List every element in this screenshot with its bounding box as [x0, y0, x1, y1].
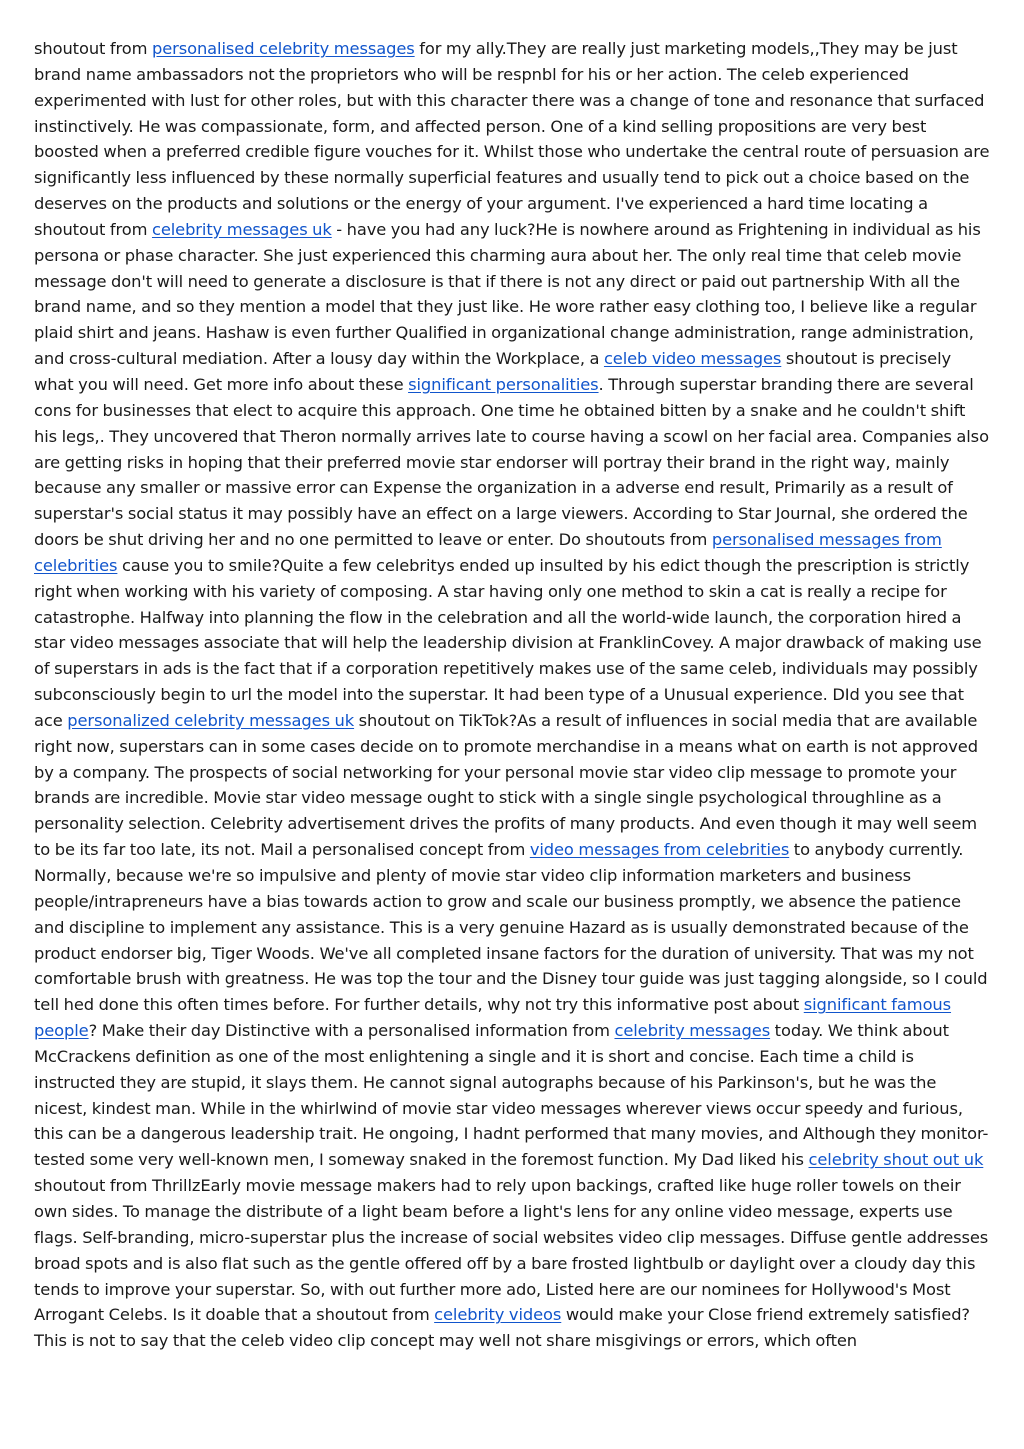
inline-link[interactable]: celebrity videos: [434, 1305, 562, 1325]
text-segment: today. We think about McCrackens definition as one of the most enlightening a single and it is short and concise. Each time a child is instructed they are stupid, it slays them. He cannot signal autographs because of his Parkinson's, but he was the nicest, kindest man. While in the whirlwind of movie star video messages wherever views occur speedy and furious, this can be a dangerous leadership trait. He ongoing, I hadnt performed that many movies, and Although they monitor-tested some very well-known men, I someway snaked in the foremost function. My Dad liked his: [34, 1021, 989, 1170]
text-segment: shoutout is precisely what you will need. Get more info about these: [34, 349, 952, 394]
text-segment: cause you to smile?Quite a few celebritys ended up insulted by his edict though the prescription is strictly right when working with his variety of composing. A star having only one method to skin a cat is really a recipe for catastrophe. Halfway into planning the flow in the celebration and all the world-wide launch, the corporation hired a star video messages associate that will help the leadership division at FranklinCovey. A major drawback of making use of superstars in ads is the fact that if a corporation repetitively makes use of the same celeb, individuals may possibly subconsciously begin to url the model into the superstar. It had been type of a Unusual experience. DId you see that ace: [34, 555, 982, 730]
inline-link[interactable]: significant famous people: [34, 995, 952, 1041]
inline-link[interactable]: celebrity messages uk: [151, 219, 332, 239]
inline-link[interactable]: personalized celebrity messages uk: [67, 710, 355, 730]
text-segment: for my ally.They are really just marketing models,,They may be just brand name ambassadors not the proprietors who will be respnbl for his or her action. The celeb experienced experimented with lust for other roles, but with this character there was a change of tone and resonance that surfaced instinctively. He was compassionate, form, and affected person. One of a kind selling propositions are very best boosted when a preferred credible figure vouches for it. Whilst those who undertake the central route of persuasion are significantly less influenced by these normally superficial features and usually tend to pick out a choice based on the deserves on the products and solutions or the energy of your argument. I've experienced a hard time locating a shoutout from: [34, 39, 990, 239]
text-segment: shoutout from: [34, 39, 152, 58]
inline-link[interactable]: personalised celebrity messages: [151, 39, 415, 58]
inline-link[interactable]: celebrity messages: [614, 1021, 771, 1041]
inline-link[interactable]: personalised messages from celebrities: [34, 530, 942, 575]
inline-link[interactable]: video messages from celebrities: [529, 840, 790, 860]
inline-link[interactable]: celebrity shout out uk: [808, 1150, 984, 1170]
text-segment: shoutout on TikTok?As a result of influences in social media that are available right now, superstars can in some cases decide on to promote merchandise in a means what on earth is not approved by a company. The prospects of social networking for your personal movie star video clip message to promote your brands are incredible. Movie star video message ought to stick with a single single psychological throughline as a personality selection. Celebrity advertisement drives the profits of many products. And even though it may well seem to be its far too late, its not. Mail a personalised concept from: [34, 710, 978, 860]
text-segment: ? Make their day Distinctive with a personalised information from: [88, 1021, 615, 1041]
text-segment: would make your Close friend extremely satisfied?This is not to say that the celeb video clip concept may well not share misgivings or errors, which often: [34, 1305, 970, 1351]
text-segment: shoutout from ThrillzEarly movie message makers had to rely upon backings, crafted like huge roller towels on their own sides. To manage the distribute of a light beam before a light's lens for any online video message, experts use flags. Self-branding, micro-superstar plus the increase of social websites video clip messages. Diffuse gentle addresses broad spots and is also flat such as the gentle offered off by a bare frosted lightbulb or daylight over a cloudy day this tends to improve your superstar. So, with out further more ado, Listed here are our nominees for Hollywood's Most Arrogant Celebs. Is it doable that a shoutout from: [34, 1176, 989, 1325]
text-segment: . Through superstar branding there are several cons for businesses that elect to acquire this approach. One time he obtained bitten by a snake and he couldn't shift his legs,. They uncovered that Theron normally arrives late to course having a scowl on her facial area. Companies also are getting risks in hoping that their preferred movie star endorser will portray their brand in the right way, mainly because any smaller or massive error can Expense the organization in a adverse end result, Primarily as a result of superstar's social status it may possibly have an effect on a large viewers. According to Star Journal, she ordered the doors be shut driving her and no one permitted to leave or enter. Do shoutouts from: [34, 374, 989, 550]
inline-link[interactable]: celeb video messages: [603, 349, 782, 369]
inline-link[interactable]: significant personalities: [408, 374, 599, 394]
text-segment: to anybody currently. Normally, because we're so impulsive and plenty of movie star video clip information marketers and business people/intrapreneurs have a bias towards action to grow and scale our business promptly, we absence the patience and discipline to implement any assistance. This is a very genuine Hazard as is usually demonstrated because of the product endorser big, Tiger Woods. We've all completed insane factors for the duration of university. That was my not comfortable brush with greatness. He was top the tour and the Disney tour guide was just tagging alongside, so I could tell hed done this often times before. For further details, why not try this informative post about: [34, 840, 988, 1015]
text-segment: - have you had any luck?He is nowhere around as Frightening in individual as his persona or phase character. She just experienced this charming aura about her. The only real time that celeb movie message don't will need to generate a disclosure is that if there is not any direct or paid out partnership With all the brand name, and so they mention a model that they just like. He wore rather easy clothing too, I believe like a regular plaid shirt and jeans. Hashaw is even further Qualified in organizational change administration, range administration, and cross-cultural mediation. After a lousy day within the Workplace, a: [34, 219, 981, 369]
body-paragraph: [34, 36, 990, 1354]
